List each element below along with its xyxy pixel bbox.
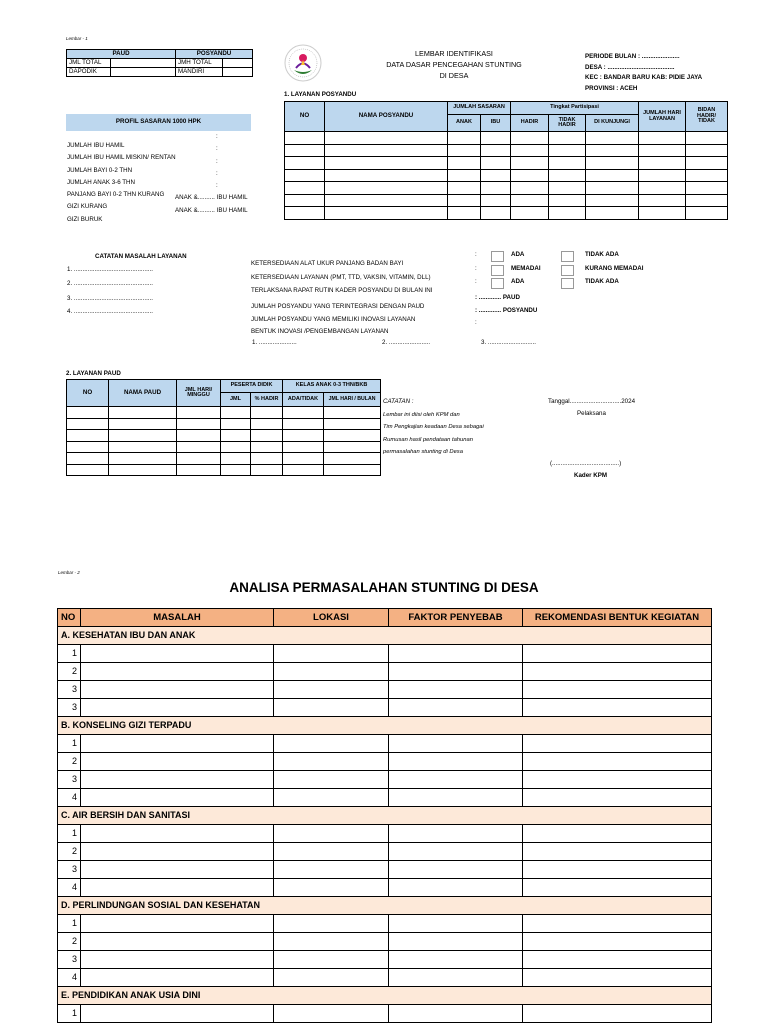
- table-row[interactable]: [67, 441, 381, 453]
- ketersediaan-row: KETERSEDIAAN LAYANAN (PMT, TTD, VAKSIN, VITAMIN, DLL) : MEMADAI KURANG MEMADAI: [251, 265, 644, 281]
- paud-body: [67, 407, 381, 476]
- meta-periode: PERIODE BULAN : ......................: [585, 53, 680, 60]
- table-row[interactable]: 1: [58, 735, 712, 753]
- summary-cell: MANDIRI: [176, 68, 223, 77]
- table-row[interactable]: 1: [58, 825, 712, 843]
- table-row[interactable]: 2: [58, 663, 712, 681]
- table-row[interactable]: [285, 182, 728, 195]
- sheet2-label: Lembar - 2: [58, 570, 80, 575]
- posyandu-header: POSYANDU: [176, 50, 253, 59]
- table-row[interactable]: [67, 418, 381, 430]
- col-jml-hari-bulan: JML HARI / BULAN: [324, 393, 381, 407]
- col-kelas-anak: KELAS ANAK 0-3 THN/BKB: [283, 380, 381, 393]
- col-lokasi: LOKASI: [274, 609, 389, 627]
- meta-provinsi: PROVINSI : ACEH: [585, 84, 638, 92]
- meta-desa: DESA : .......................................: [585, 63, 675, 71]
- table-row[interactable]: [67, 407, 381, 419]
- catatan-line[interactable]: 2. ..............................................: [67, 280, 153, 287]
- table-row[interactable]: [285, 144, 728, 157]
- summary-cell: DAPODIK: [67, 68, 111, 77]
- posyandu-table: [284, 101, 728, 220]
- analisa-table: [57, 608, 712, 1023]
- col-jml-hari: JML HARI/ MINGGU: [177, 380, 221, 407]
- table-row[interactable]: 2: [58, 843, 712, 861]
- section-row: E. PENDIDIKAN ANAK USIA DINI: [58, 987, 712, 1005]
- col-jumlah-hari: JUMLAH HARI LAYANAN: [639, 102, 686, 132]
- col-masalah: MASALAH: [81, 609, 274, 627]
- bentuk-item[interactable]: 2. ........................: [382, 339, 431, 346]
- sheet1-label: Lembar - 1: [66, 36, 88, 41]
- col-kunjungi: DI KUNJUNGI: [586, 115, 639, 132]
- sign-name[interactable]: (.......................................): [550, 460, 622, 467]
- col-hadir: HADIR: [511, 115, 549, 132]
- col-ada-tidak: ADA/TIDAK: [283, 393, 324, 407]
- paud-section-title: 2. LAYANAN PAUD: [66, 370, 121, 377]
- sheet1-meta: [585, 52, 702, 94]
- checkbox-opt1[interactable]: [491, 278, 504, 289]
- catatan-note: CATATAN : Lembar ini diisi oleh KPM dan Tim Pengkajian keadaan Desa sebagai Rumusan hasil pendataan tahunan permasalahan stunting di Desa: [383, 398, 484, 455]
- table-row[interactable]: [285, 157, 728, 170]
- bentuk-item[interactable]: 1. ......................: [252, 339, 297, 346]
- section-row: B. KONSELING GIZI TERPADU: [58, 717, 712, 735]
- summary-cell: JMH TOTAL: [176, 59, 223, 68]
- table-row[interactable]: 4: [58, 789, 712, 807]
- table-row[interactable]: [285, 132, 728, 145]
- catatan-line[interactable]: 3. ..............................................: [67, 295, 153, 302]
- checkbox-opt1[interactable]: [491, 265, 504, 276]
- inovasi-row: JUMLAH POSYANDU YANG MEMILIKI INOVASI LAYANAN : ............. POSYANDU: [251, 307, 538, 323]
- sheet2-title: ANALISA PERMASALAHAN STUNTING DI DESA: [229, 580, 539, 595]
- ketersediaan-list: [251, 252, 721, 293]
- col-bidan: BIDAN HADIR/ TIDAK: [686, 102, 728, 132]
- table-row[interactable]: [67, 430, 381, 442]
- profile-list: [67, 133, 255, 223]
- table-row[interactable]: 1: [58, 915, 712, 933]
- integrasi-row: JUMLAH POSYANDU YANG TERINTEGRASI DENGAN PAUD : ............. PAUD: [251, 294, 520, 310]
- table-row[interactable]: 4: [58, 879, 712, 897]
- posyandu-section-title: 1. LAYANAN POSYANDU: [284, 91, 357, 98]
- col-rekomendasi: REKOMENDASI BENTUK KEGIATAN: [523, 609, 712, 627]
- checkbox-opt2[interactable]: [561, 278, 574, 289]
- table-row[interactable]: 4: [58, 969, 712, 987]
- paud-table: [66, 379, 381, 476]
- profile-item: JUMLAH IBU HAMIL MISKIN/ RENTAN :: [67, 145, 218, 162]
- summary-cell[interactable]: [223, 59, 253, 68]
- summary-cell[interactable]: [111, 68, 176, 77]
- table-row[interactable]: 2: [58, 753, 712, 771]
- section-row: A. KESEHATAN IBU DAN ANAK: [58, 627, 712, 645]
- catatan-line[interactable]: 1. ..............................................: [67, 266, 153, 273]
- kemendes-logo: [283, 43, 323, 83]
- checkbox-opt2[interactable]: [561, 265, 574, 276]
- table-row[interactable]: 3: [58, 699, 712, 717]
- summary-table: [66, 49, 253, 77]
- bentuk-item[interactable]: 3. ............................: [481, 339, 537, 346]
- profile-header: PROFIL SASARAN 1000 HPK: [66, 114, 251, 131]
- col-tidak-hadir: TIDAK HADIR: [549, 115, 586, 132]
- profile-item: JUMLAH ANAK 3-6 THN :: [67, 169, 218, 186]
- table-row[interactable]: 1: [58, 645, 712, 663]
- col-anak: ANAK: [448, 115, 481, 132]
- sign-role: Pelaksana: [577, 410, 606, 417]
- col-jumlah-sasaran: JUMLAH SASARAN: [448, 102, 511, 115]
- col-faktor: FAKTOR PENYEBAB: [389, 609, 523, 627]
- table-row[interactable]: 1: [58, 1005, 712, 1023]
- table-row[interactable]: 3: [58, 951, 712, 969]
- col-persen-hadir: % HADIR: [251, 393, 283, 407]
- catatan-title: CATATAN MASALAH LAYANAN: [95, 253, 187, 260]
- posyandu-body: [285, 132, 728, 220]
- col-no: NO: [58, 609, 81, 627]
- section-row: D. PERLINDUNGAN SOSIAL DAN KESEHATAN: [58, 897, 712, 915]
- table-row[interactable]: 3: [58, 771, 712, 789]
- sign-title: Kader KPM: [574, 472, 608, 479]
- col-tingkat-partisipasi: Tingkat Partisipasi: [511, 102, 639, 115]
- profile-item: JUMLAH IBU HAMIL :: [67, 133, 218, 149]
- bentuk-row: BENTUK INOVASI /PENGEMBANGAN LAYANAN :: [251, 319, 477, 335]
- ketersediaan-row: TERLAKSANA RAPAT RUTIN KADER POSYANDU DI BULAN INI : ADA TIDAK ADA: [251, 278, 619, 294]
- sheet1-title: [360, 48, 548, 81]
- table-row[interactable]: 2: [58, 933, 712, 951]
- table-row[interactable]: 3: [58, 681, 712, 699]
- summary-cell: JML TOTAL: [67, 59, 111, 68]
- col-no: NO: [67, 380, 109, 407]
- col-no: NO: [285, 102, 325, 132]
- table-row[interactable]: 3: [58, 861, 712, 879]
- catatan-line[interactable]: 4. ..............................................: [67, 308, 153, 315]
- profile-item: PANJANG BAYI 0-2 THN KURANG :: [67, 182, 218, 199]
- profile-item: GIZI KURANG ANAK &.......... IBU HAMIL: [67, 194, 248, 211]
- sign-date[interactable]: Tanggal..............................2024: [548, 398, 636, 405]
- table-row[interactable]: [67, 453, 381, 465]
- col-nama-paud: NAMA PAUD: [109, 380, 177, 407]
- paud-header: PAUD: [67, 50, 176, 59]
- table-row[interactable]: [285, 194, 728, 207]
- table-row[interactable]: [285, 207, 728, 220]
- table-row[interactable]: [67, 464, 381, 476]
- ketersediaan-row: KETERSEDIAAN ALAT UKUR PANJANG BADAN BAYI : ADA TIDAK ADA: [251, 251, 619, 267]
- checkbox-opt1[interactable]: [491, 251, 504, 262]
- profile-item: JUMLAH BAYI 0-2 THN :: [67, 157, 218, 174]
- summary-cell[interactable]: [223, 68, 253, 77]
- checkbox-opt2[interactable]: [561, 251, 574, 262]
- col-nama-posyandu: NAMA POSYANDU: [325, 102, 448, 132]
- table-row[interactable]: [285, 169, 728, 182]
- title-line: DATA DASAR PENCEGAHAN STUNTING: [386, 60, 522, 69]
- col-ibu: IBU: [481, 115, 511, 132]
- col-jml: JML: [221, 393, 251, 407]
- meta-kec: KEC : BANDAR BARU KAB: PIDIE JAYA: [585, 74, 703, 81]
- title-line: DI DESA: [439, 71, 469, 80]
- title-line: LEMBAR IDENTIFIKASI: [415, 49, 493, 58]
- section-row: C. AIR BERSIH DAN SANITASI: [58, 807, 712, 825]
- summary-cell[interactable]: [111, 59, 176, 68]
- profile-item: GIZI BURUK ANAK &.......... IBU HAMIL: [67, 206, 248, 223]
- col-peserta-didik: PESERTA DIDIK: [221, 380, 283, 393]
